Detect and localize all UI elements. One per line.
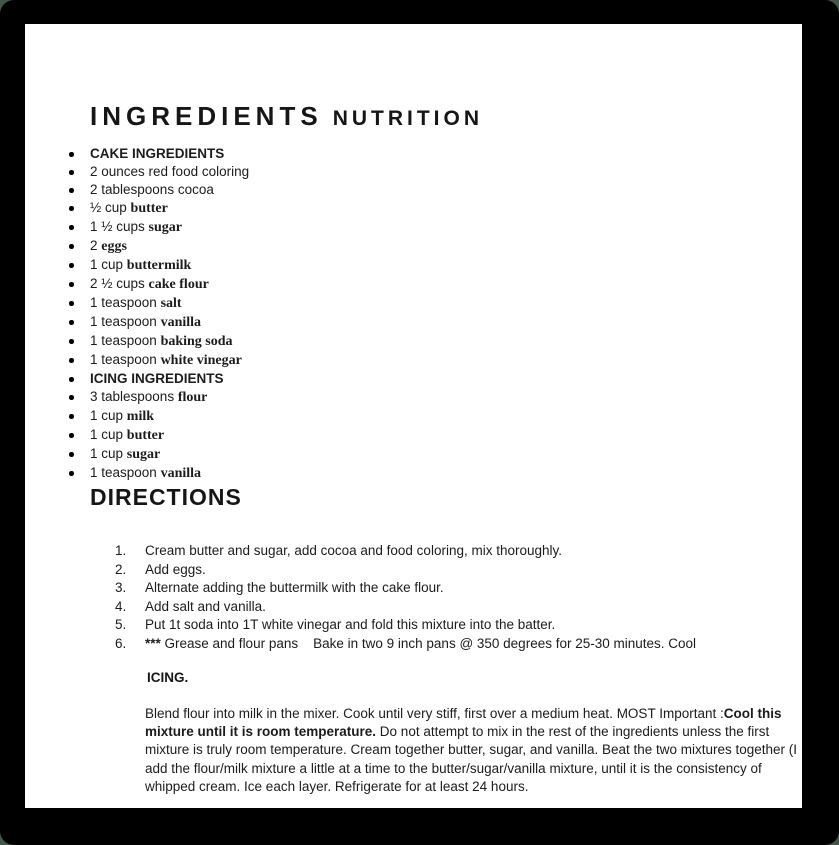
text-segment: vanilla — [160, 315, 202, 330]
text-segment: 2 — [90, 238, 102, 253]
text-segment: 1 teaspoon — [90, 352, 161, 367]
ingredient-item — [68, 199, 249, 218]
text-segment: Cream butter and sugar, add cocoa and food coloring, mix thoroughly. — [145, 543, 562, 558]
text-segment: cake flour — [148, 277, 209, 292]
page-title-primary: INGREDIENTS — [90, 101, 323, 131]
ingredient-item — [68, 407, 249, 426]
ingredient-item — [68, 294, 249, 313]
text-segment: salt — [160, 296, 182, 311]
step-number: 5. — [115, 617, 127, 633]
direction-step — [115, 579, 696, 598]
text-segment: 1 ½ cups — [90, 219, 149, 234]
text-segment: Add eggs. — [145, 561, 206, 577]
text-segment: 1 cup — [90, 257, 127, 272]
text-segment: 1 cup — [90, 408, 127, 423]
step-number: 2. — [115, 561, 127, 577]
text-segment: flour — [177, 390, 208, 405]
icing-section-label: ICING. — [147, 670, 189, 685]
text-segment: butter — [130, 201, 168, 216]
ingredient-item — [68, 332, 249, 351]
ingredient-item — [68, 351, 249, 370]
step-text — [145, 579, 444, 598]
document-page — [25, 24, 802, 808]
direction-step — [115, 542, 696, 561]
step-number: 3. — [115, 580, 127, 596]
directions-heading: DIRECTIONS — [90, 484, 242, 510]
ingredient-item — [68, 426, 249, 445]
ingredient-item — [68, 388, 249, 407]
text-segment: Put 1t soda into 1T white vinegar and fold this mixture into the batter. — [145, 617, 556, 633]
ingredient-item — [68, 163, 249, 181]
ingredient-item — [68, 464, 249, 483]
direction-step — [115, 561, 696, 580]
text-segment: buttermilk — [126, 258, 192, 273]
text-segment: 1 teaspoon — [90, 465, 161, 480]
step-text — [145, 542, 562, 561]
text-segment: milk — [126, 409, 155, 424]
text-segment: Blend flour into milk in the mixer. Cook until very stiff, first over a medium heat. MOST Important : — [145, 706, 724, 721]
text-segment: Grease and flour pans Bake in two 9 inch pans @ 350 degrees for 25-30 minutes. Cool — [164, 635, 697, 651]
text-segment: ICING INGREDIENTS — [90, 371, 224, 386]
step-text — [145, 616, 555, 635]
text-segment: sugar — [148, 220, 182, 235]
text-segment: vanilla — [160, 466, 202, 481]
text-segment: Cool this mixture until it is room temperature. — [145, 706, 782, 740]
direction-step — [115, 616, 696, 635]
text-segment: white vinegar — [160, 353, 242, 368]
ingredient-item — [68, 275, 249, 294]
ingredient-item — [68, 218, 249, 237]
text-segment: butter — [126, 428, 165, 443]
text-segment: 1 teaspoon — [90, 314, 161, 329]
text-segment: Do not attempt to mix in the rest of the ingredients unless the first mixture is truly room temperature. Cream together butter, sugar, and vanilla. Beat the two mixtures together (I add the flour/milk mixture a little at a time to the butter/sugar/vanilla mixture, until it is the consistency of whipped cream. Ice each layer. Refrigerate for at least 24 hours. — [145, 724, 798, 794]
direction-step — [115, 598, 696, 617]
step-number: 4. — [115, 598, 127, 614]
page-title-secondary: NUTRITION — [332, 107, 484, 130]
text-segment: sugar — [126, 447, 161, 462]
ingredient-group-header — [68, 145, 249, 163]
ingredient-item — [68, 256, 249, 275]
text-segment: baking soda — [160, 334, 233, 349]
directions-list — [115, 542, 696, 654]
text-segment: 1 cup — [90, 446, 127, 461]
step-number: 1. — [115, 543, 127, 558]
text-segment: 2 tablespoons cocoa — [90, 182, 214, 197]
text-segment: 1 cup — [90, 427, 127, 442]
ingredient-item — [68, 237, 249, 256]
text-segment: 3 tablespoons — [90, 389, 178, 404]
text-segment: CAKE INGREDIENTS — [90, 146, 225, 161]
text-segment: eggs — [101, 239, 127, 254]
step-text — [145, 561, 206, 580]
text-segment: *** — [145, 635, 165, 651]
ingredient-item — [68, 445, 249, 464]
text-segment: Add salt and vanilla. — [145, 598, 266, 614]
text-segment: ½ cup — [90, 200, 131, 215]
step-text — [145, 598, 266, 617]
ingredients-list — [68, 145, 249, 483]
text-segment: 2 ½ cups — [90, 276, 149, 291]
page-title — [90, 96, 483, 133]
text-segment: 1 teaspoon — [90, 333, 161, 348]
direction-step — [115, 635, 696, 654]
ingredient-item — [68, 181, 249, 199]
step-text — [145, 635, 696, 654]
text-segment: 2 ounces red food coloring — [90, 164, 250, 179]
ingredient-group-header — [68, 370, 249, 388]
text-segment: Alternate adding the buttermilk with the cake flour. — [145, 580, 444, 596]
icing-paragraph — [145, 705, 800, 796]
step-number: 6. — [115, 635, 127, 651]
ingredient-item — [68, 313, 249, 332]
text-segment: 1 teaspoon — [90, 295, 161, 310]
